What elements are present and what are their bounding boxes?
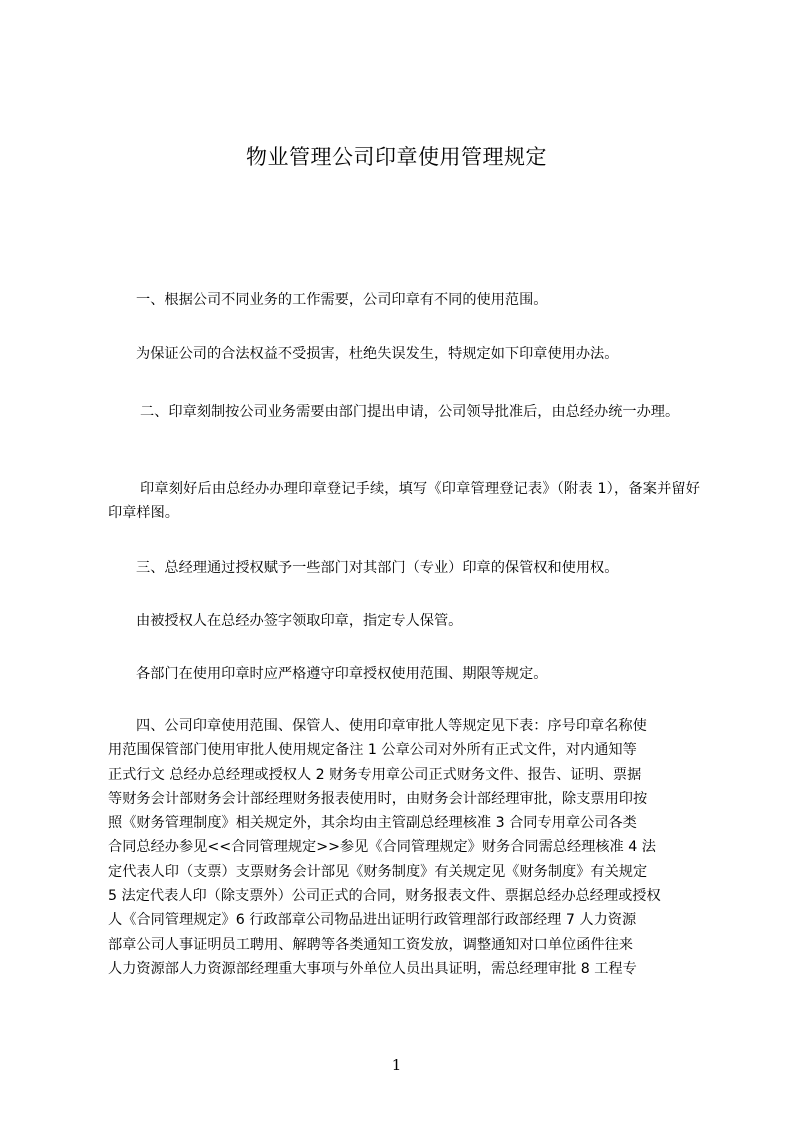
section-4-line: 定代表人印（支票）支票财务会计部见《财务制度》有关规定见《财务制度》有关规定: [108, 863, 648, 880]
section-4-line: 用范围保管部门使用审批人使用规定备注 1 公章公司对外所有正式文件，对内通知等: [108, 742, 637, 759]
section-4-line: 合同总经办参见<<合同管理规定>>参见《合同管理规定》财务合同需总经理核准 4 法: [108, 839, 656, 856]
paragraph-7: 各部门在使用印章时应严格遵守印章授权使用范围、期限等规定。: [136, 666, 548, 682]
section-4-line: 四、公司印章使用范围、保管人、使用印章审批人等规定见下表：序号印章名称使: [136, 718, 647, 734]
section-4-line: 5 法定代表人印（除支票外）公司正式的合同，财务报表文件、票据总经办总经理或授权: [108, 888, 661, 905]
section-4-line: 人力资源部人力资源部经理重大事项与外单位人员出具证明，需总经理审批 8 工程专: [108, 960, 637, 977]
paragraph-1: 一、根据公司不同业务的工作需要，公司印章有不同的使用范围。: [136, 292, 548, 308]
paragraph-3: 二、印章刻制按公司业务需要由部门提出申请，公司领导批准后，由总经办统一办理。: [140, 404, 680, 420]
document-title: 物业管理公司印章使用管理规定: [246, 145, 547, 169]
paragraph-4: 印章刻好后由总经办办理印章登记手续，填写《印章管理登记表》（附表 1），备案并留好印章样图。: [108, 481, 700, 521]
section-4-line: 正式行文 总经办总经理或授权人 2 财务专用章公司正式财务文件、报告、证明、票据: [108, 766, 642, 783]
page-number: 1: [391, 1056, 402, 1074]
section-4-line: 等财务会计部财务会计部经理财务报表使用时，由财务会计部经理审批，除支票用印按: [108, 790, 648, 807]
paragraph-6: 由被授权人在总经办签字领取印章，指定专人保管。: [136, 613, 463, 629]
section-4-line: 部章公司人事证明员工聘用、解聘等各类通知工资发放，调整通知对口单位函件往来: [108, 936, 633, 953]
section-4-paragraph: [108, 714, 700, 981]
paragraph-2: 为保证公司的合法权益不受损害，杜绝失误发生，特规定如下印章使用办法。: [136, 346, 619, 362]
paragraph-5: 三、总经理通过授权赋予一些部门对其部门（专业）印章的保管权和使用权。: [136, 560, 619, 576]
section-4-line: 照《财务管理制度》相关规定外，其余均由主管副总经理核准 3 合同专用章公司各类: [108, 815, 637, 832]
section-4-line: 人《合同管理规定》6 行政部章公司物品进出证明行政管理部行政部经理 7 人力资源: [108, 912, 637, 929]
